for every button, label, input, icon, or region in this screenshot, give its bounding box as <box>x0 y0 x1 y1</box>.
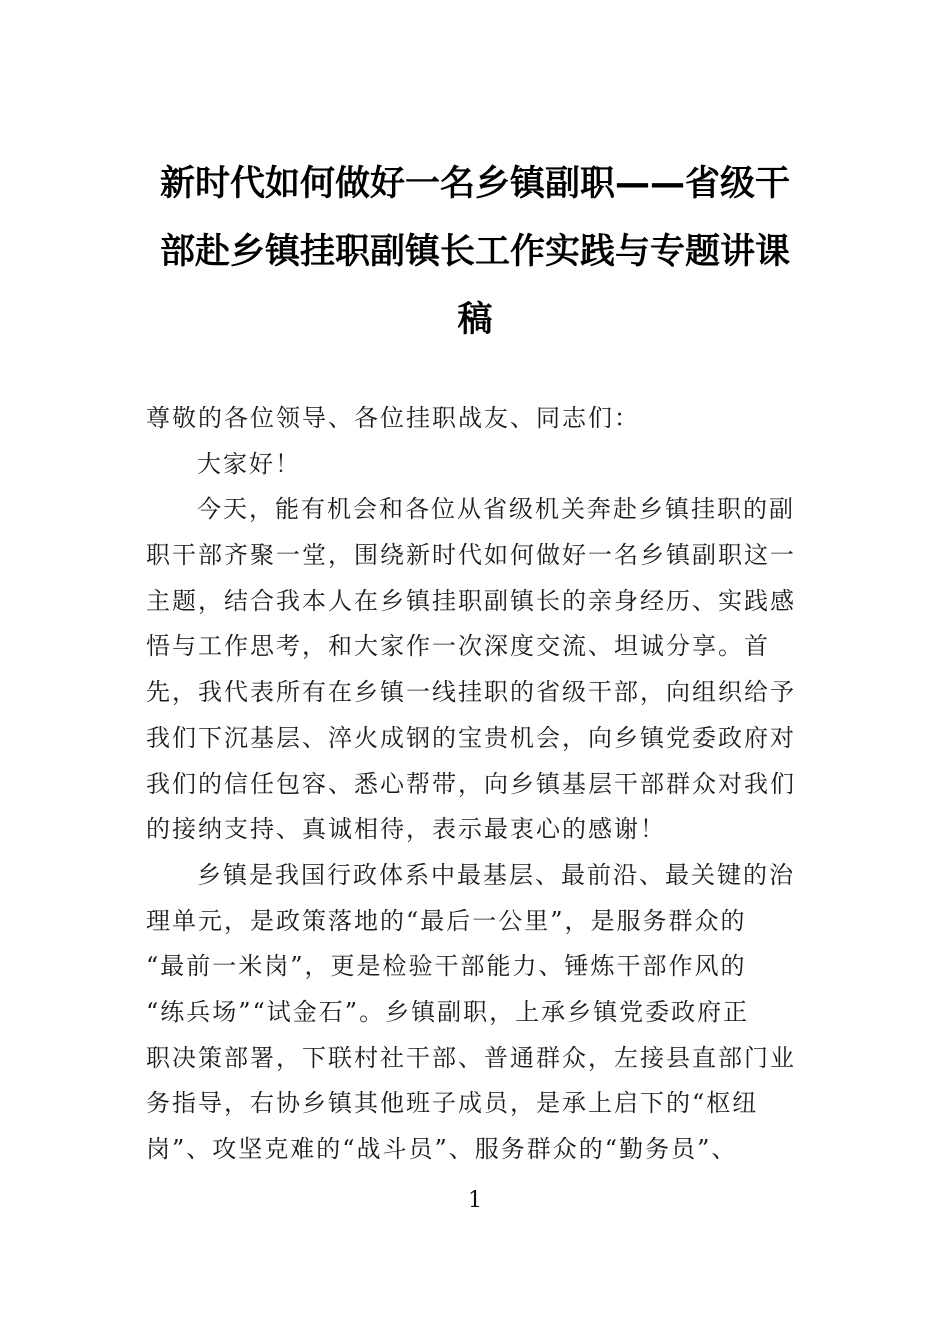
paragraph-line: 岗”、攻坚克难的“战斗员”、服务群众的“勤务员”、 <box>146 1135 738 1163</box>
salutation: 尊敬的各位领导、各位挂职战友、同志们： <box>146 404 640 432</box>
paragraph-line: 主题，结合我本人在乡镇挂职副镇长的亲身经历、实践感 <box>146 586 796 615</box>
document-body <box>146 396 806 1173</box>
paragraph-line: 我们下沉基层、淬火成钢的宝贵机会，向乡镇党委政府对 <box>146 723 796 752</box>
paragraph-line: “练兵场”“试金石”。乡镇副职，上承乡镇党委政府正 <box>146 997 750 1026</box>
greeting: 大家好！ <box>197 449 301 478</box>
paragraph-line: 务指导，右协乡镇其他班子成员，是承上启下的“枢纽 <box>146 1089 759 1118</box>
title-line: 新时代如何做好一名乡镇副职——省级干 <box>159 164 790 204</box>
paragraph-line: 理单元，是政策落地的“最后一公里”，是服务群众的 <box>146 906 747 935</box>
title-line: 稿 <box>457 300 493 340</box>
paragraph-2 <box>146 853 806 1173</box>
page-number: 1 <box>468 1188 482 1213</box>
title-line: 部赴乡镇挂职副镇长工作实践与专题讲课 <box>159 232 790 272</box>
document-title <box>140 150 810 354</box>
paragraph-line: 乡镇是我国行政体系中最基层、最前沿、最关键的治 <box>197 860 795 889</box>
paragraph-line: “最前一米岗”，更是检验干部能力、锤炼干部作风的 <box>146 952 747 981</box>
paragraph-line: 今天，能有机会和各位从省级机关奔赴乡镇挂职的副 <box>197 495 795 524</box>
paragraph-line: 先，我代表所有在乡镇一线挂职的省级干部，向组织给予 <box>146 678 796 707</box>
paragraph-line: 的接纳支持、真诚相待，表示最衷心的感谢！ <box>146 815 666 844</box>
paragraph-1 <box>146 487 806 853</box>
paragraph-line: 职干部齐聚一堂，围绕新时代如何做好一名乡镇副职这一 <box>146 541 796 570</box>
paragraph-line: 职决策部署，下联村社干部、普通群众，左接县直部门业 <box>146 1043 796 1072</box>
paragraph-line: 悟与工作思考，和大家作一次深度交流、坦诚分享。首 <box>146 632 770 661</box>
paragraph-line: 我们的信任包容、悉心帮带，向乡镇基层干部群众对我们 <box>146 769 796 798</box>
